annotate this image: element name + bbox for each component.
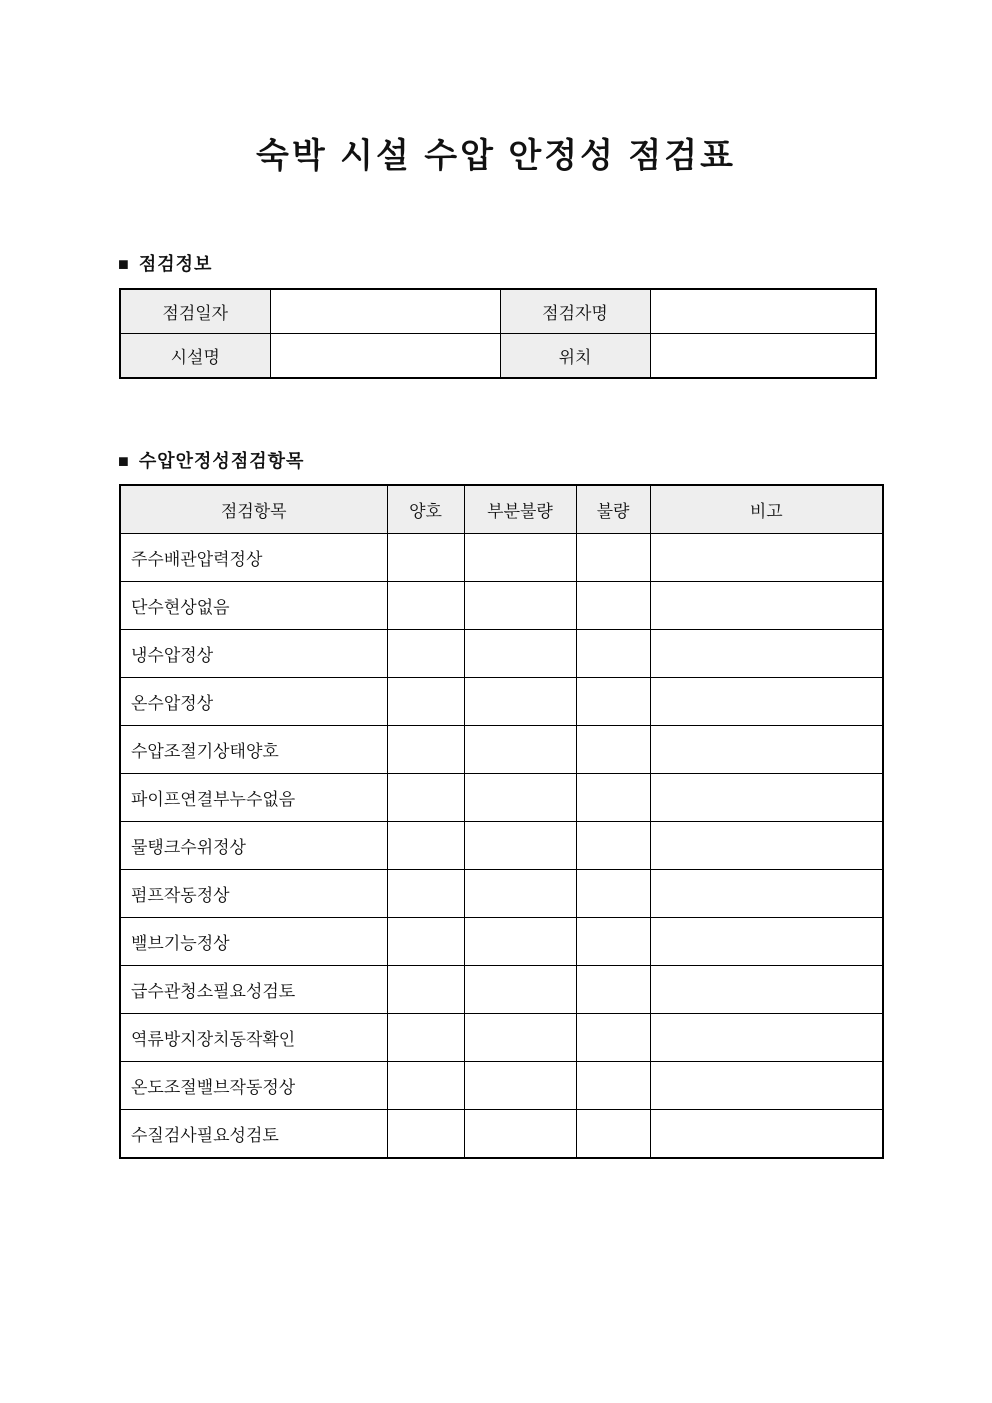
inspection-info-table (119, 288, 877, 379)
check-cell-defect[interactable] (576, 678, 650, 726)
table-row (120, 1062, 883, 1110)
item-label: 역류방지장치동작확인 (120, 1014, 387, 1062)
info-value-facility-name[interactable] (270, 334, 500, 379)
check-cell-partial[interactable] (464, 1062, 576, 1110)
check-cell-partial[interactable] (464, 918, 576, 966)
remarks-cell[interactable] (650, 1014, 883, 1062)
table-row (120, 334, 876, 379)
check-cell-partial[interactable] (464, 870, 576, 918)
check-cell-partial[interactable] (464, 1110, 576, 1159)
check-cell-partial[interactable] (464, 774, 576, 822)
remarks-cell[interactable] (650, 630, 883, 678)
table-row (120, 678, 883, 726)
remarks-cell[interactable] (650, 966, 883, 1014)
item-label: 단수현상없음 (120, 582, 387, 630)
check-cell-good[interactable] (387, 870, 464, 918)
check-cell-good[interactable] (387, 1062, 464, 1110)
remarks-cell[interactable] (650, 726, 883, 774)
item-label: 파이프연결부누수없음 (120, 774, 387, 822)
table-row (120, 822, 883, 870)
check-cell-defect[interactable] (576, 774, 650, 822)
remarks-cell[interactable] (650, 918, 883, 966)
check-cell-good[interactable] (387, 918, 464, 966)
table-row (120, 1014, 883, 1062)
section-heading-checklist (118, 449, 992, 473)
check-cell-partial[interactable] (464, 534, 576, 582)
check-cell-defect[interactable] (576, 630, 650, 678)
column-header-partial-defect: 부분불량 (464, 485, 576, 534)
check-cell-defect[interactable] (576, 918, 650, 966)
check-cell-good[interactable] (387, 774, 464, 822)
table-row (120, 1110, 883, 1159)
info-value-inspector-name[interactable] (650, 289, 876, 334)
check-cell-defect[interactable] (576, 1062, 650, 1110)
check-cell-defect[interactable] (576, 966, 650, 1014)
info-label-location: 위치 (500, 334, 650, 379)
table-row (120, 726, 883, 774)
check-cell-defect[interactable] (576, 870, 650, 918)
table-row (120, 966, 883, 1014)
check-cell-partial[interactable] (464, 582, 576, 630)
item-label: 온수압정상 (120, 678, 387, 726)
item-label: 밸브기능정상 (120, 918, 387, 966)
item-label: 수압조절기상태양호 (120, 726, 387, 774)
check-cell-good[interactable] (387, 534, 464, 582)
table-header-row (120, 485, 883, 534)
item-label: 급수관청소필요성검토 (120, 966, 387, 1014)
remarks-cell[interactable] (650, 582, 883, 630)
item-label: 냉수압정상 (120, 630, 387, 678)
check-cell-defect[interactable] (576, 726, 650, 774)
check-cell-defect[interactable] (576, 1014, 650, 1062)
check-cell-good[interactable] (387, 678, 464, 726)
checklist-table (119, 484, 884, 1159)
check-cell-partial[interactable] (464, 966, 576, 1014)
remarks-cell[interactable] (650, 870, 883, 918)
remarks-cell[interactable] (650, 678, 883, 726)
check-cell-good[interactable] (387, 630, 464, 678)
section-heading-checklist-label: 수압안정성점검항목 (138, 451, 305, 471)
remarks-cell[interactable] (650, 534, 883, 582)
item-label: 물탱크수위정상 (120, 822, 387, 870)
column-header-remarks: 비고 (650, 485, 883, 534)
info-value-inspection-date[interactable] (270, 289, 500, 334)
info-value-location[interactable] (650, 334, 876, 379)
item-label: 온도조절밸브작동정상 (120, 1062, 387, 1110)
check-cell-good[interactable] (387, 1110, 464, 1159)
table-row (120, 774, 883, 822)
check-cell-defect[interactable] (576, 534, 650, 582)
table-row (120, 870, 883, 918)
check-cell-good[interactable] (387, 582, 464, 630)
item-label: 주수배관압력정상 (120, 534, 387, 582)
column-header-good: 양호 (387, 485, 464, 534)
check-cell-partial[interactable] (464, 678, 576, 726)
check-cell-partial[interactable] (464, 630, 576, 678)
table-row (120, 289, 876, 334)
check-cell-good[interactable] (387, 822, 464, 870)
section-heading-info-label: 점검정보 (138, 254, 213, 274)
table-row (120, 582, 883, 630)
remarks-cell[interactable] (650, 1110, 883, 1159)
check-cell-partial[interactable] (464, 1014, 576, 1062)
column-header-defect: 불량 (576, 485, 650, 534)
check-cell-partial[interactable] (464, 726, 576, 774)
table-row (120, 630, 883, 678)
info-label-inspection-date: 점검일자 (120, 289, 270, 334)
table-row (120, 534, 883, 582)
page-title: 숙박 시설 수압 안정성 점검표 (256, 137, 736, 175)
check-cell-partial[interactable] (464, 822, 576, 870)
info-label-facility-name: 시설명 (120, 334, 270, 379)
square-bullet-icon: ■ (118, 254, 130, 274)
check-cell-good[interactable] (387, 1014, 464, 1062)
section-heading-info (118, 252, 992, 276)
check-cell-defect[interactable] (576, 1110, 650, 1159)
check-cell-defect[interactable] (576, 822, 650, 870)
info-label-inspector-name: 점검자명 (500, 289, 650, 334)
remarks-cell[interactable] (650, 774, 883, 822)
table-row (120, 918, 883, 966)
check-cell-good[interactable] (387, 966, 464, 1014)
remarks-cell[interactable] (650, 1062, 883, 1110)
remarks-cell[interactable] (650, 822, 883, 870)
check-cell-good[interactable] (387, 726, 464, 774)
column-header-item: 점검항목 (120, 485, 387, 534)
item-label: 펌프작동정상 (120, 870, 387, 918)
item-label: 수질검사필요성검토 (120, 1110, 387, 1159)
check-cell-defect[interactable] (576, 582, 650, 630)
square-bullet-icon: ■ (118, 451, 130, 471)
